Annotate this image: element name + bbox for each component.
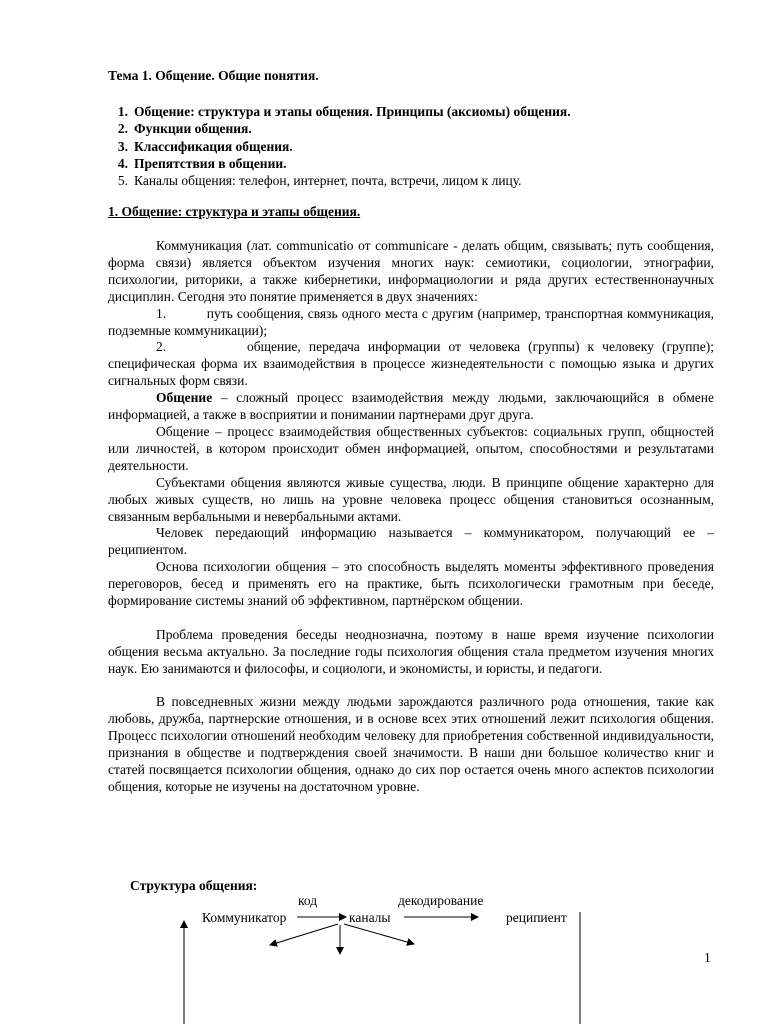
paragraph-process: Общение – процесс взаимодействия общественных субъектов: социальных групп, общностей или личностей, в котором происходит обмен информацией, опытом, способностями и результатами деятельности. bbox=[108, 423, 714, 473]
outline-number: 5. bbox=[117, 173, 128, 189]
outline-text: Каналы общения: телефон, интернет, почта, встречи, лицом к лицу. bbox=[134, 173, 522, 189]
outline-number: 1. bbox=[117, 104, 128, 119]
paragraph-basis: Основа психологии общения – это способность выделять моменты эффективного проведения переговоров, бесед и применять его на практике, быть психологически грамотным при беседе, формирование системы знаний об эффективном, партнёрском общении. bbox=[108, 559, 714, 609]
paragraph-subjects: Субъектами общения являются живые существа, люди. В принципе общение характерно для любых живых существ, но лишь на уровне человека процесс общения становиться осознанным, связанным вербальными и невербальными актами. bbox=[108, 474, 714, 524]
outline-text: Препятствия в общении. bbox=[134, 155, 287, 171]
label-decoding: декодирование bbox=[398, 893, 484, 908]
arrow-channels-down-right bbox=[344, 924, 414, 944]
outline-number: 3. bbox=[117, 138, 128, 154]
paragraph-communication: Коммуникация (лат. communicatio от communicare - делать общим, связывать; путь сообщения, форма связи) является объектом изучения многих наук: семиотики, социологии, этнографии, психологии, риторики, а также кибернетики, информациологии и ряда других естественнонаучных дисциплин. Сегодня это понятие применяется в двух значениях: bbox=[108, 238, 714, 304]
arrow-channels-down-left bbox=[270, 924, 338, 945]
outline-number: 2. bbox=[117, 121, 128, 137]
label-communicator: Коммуникатор bbox=[202, 910, 287, 925]
outline-text: Классификация общения. bbox=[134, 138, 293, 154]
label-recipient: реципиент bbox=[506, 910, 567, 925]
section-heading: 1. Общение: структура и этапы общения. bbox=[108, 204, 361, 219]
outline-text: Функции общения. bbox=[134, 121, 252, 137]
paragraph-meaning-2: 2. общение, передача информации от человека (группы) к человеку (группе); специфическая форма их взаимодействия в процессе жизнедеятельности с помощью языка и других сигнальных форм связи. bbox=[108, 339, 718, 389]
page-number: 1 bbox=[704, 950, 711, 965]
paragraph-problem: Проблема проведения беседы неоднозначна, поэтому в наше время изучение психологии общения весьма актуально. За последние годы психология общения стала предметом изучения многих наук. Ею занимаются и философы, и социологи, и экономисты, и юристы, и педагоги. bbox=[108, 626, 714, 676]
term-obshchenie: Общение bbox=[156, 390, 213, 406]
outline-number: 4. bbox=[117, 155, 128, 171]
label-code: код bbox=[298, 893, 318, 908]
paragraph-relations: В повседневных жизни между людьми зарождаются различного рода отношения, такие как любовь, дружба, партнерские отношения, и в основе всех этих отношений лежит психология общения. Процесс психологии отношений необходим человеку для приобретения собственной индивидуальности, признания в обществе и подтверждения своей значимости. В наши дни большое количество книг и статей посвящается психологии общения, однако до сих пор остается очень много аспектов психологии общения, которые не изучены на достаточном уровне. bbox=[108, 694, 714, 794]
label-channels: каналы bbox=[349, 910, 391, 925]
paragraph-communicator: Человек передающий информацию называется – коммуникатором, получающий ее – реципиентом. bbox=[108, 525, 714, 558]
outline-text: Общение: структура и этапы общения. Принципы (аксиомы) общения. bbox=[134, 104, 571, 119]
paragraph-meaning-1: 1. путь сообщения, связь одного места с другим (например, транспортная коммуникация, подземные коммуникации); bbox=[108, 305, 718, 338]
definition-text: – сложный процесс взаимодействия между людьми, заключающийся в обмене информацией, а также в восприятии и понимании партнерами друг друга. bbox=[108, 390, 714, 423]
structure-title: Структура общения: bbox=[130, 878, 258, 893]
page-title: Тема 1. Общение. Общие понятия. bbox=[108, 68, 319, 83]
